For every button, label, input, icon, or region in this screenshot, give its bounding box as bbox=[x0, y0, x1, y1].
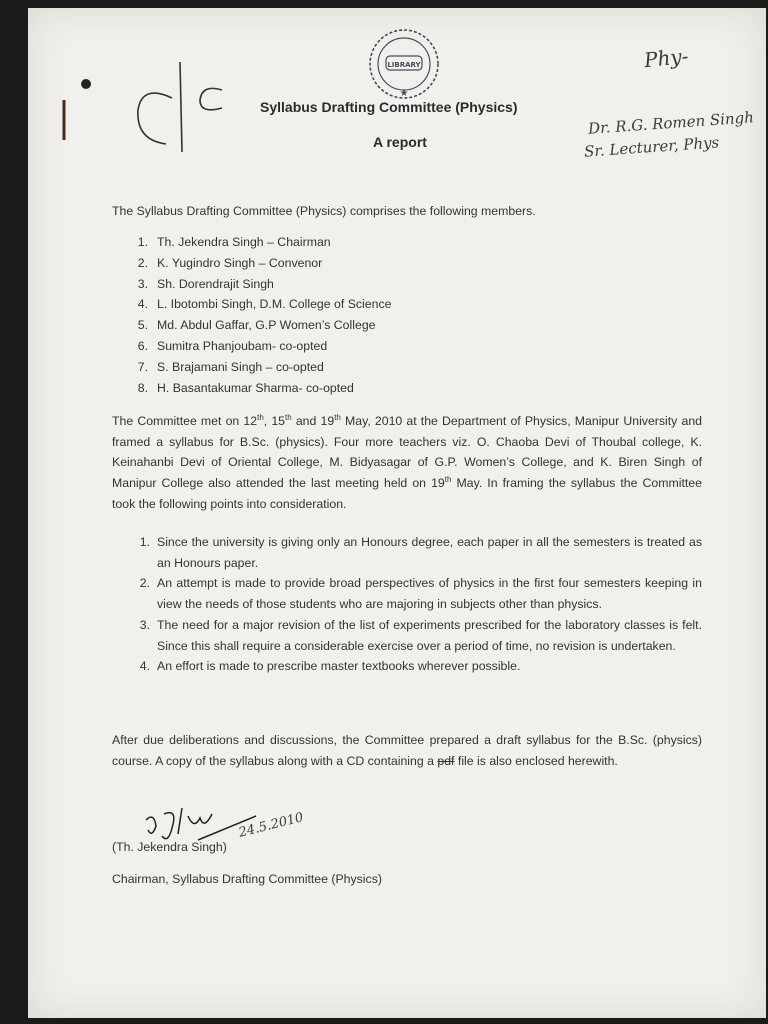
list-item: 8. H. Basantakumar Sharma- co-opted bbox=[137, 380, 354, 395]
document-page bbox=[28, 8, 766, 1018]
list-item: 2. K. Yugindro Singh – Convenor bbox=[137, 255, 323, 270]
closing-paragraph: After due deliberations and discussions, the Committee prepared a draft syllabus for the B.Sc. (physics) course. A copy of the syllabus along with a CD containing a pdf file is also enclosed herewith. bbox=[112, 733, 702, 768]
list-item: 6. Sumitra Phanjoubam- co-opted bbox=[137, 338, 328, 353]
document-subtitle: A report bbox=[373, 134, 427, 150]
meeting-paragraph: The Committee met on 12th, 15th and 19th May, 2010 at the Department of Physics, Manipur University and framed a syllabus for B.Sc. (physics). Four more teachers viz. O. Chaoba Devi of Thoubal college, K. Keinahanbi Devi of Oriental College, M. Bidyasagar of G.P. Women’s College, and K. Biren Singh of Manipur College also attended the last meeting held on 19th May. In framing the syllabus the Committee took the following points into consideration. bbox=[112, 412, 702, 511]
library-stamp bbox=[358, 26, 450, 104]
member-list bbox=[112, 232, 391, 398]
handwritten-note-line1: Dr. R.G. Romen Singh bbox=[587, 108, 755, 138]
list-item: 4. L. Ibotombi Singh, D.M. College of Science bbox=[137, 297, 392, 312]
list-item: 1. Since the university is giving only an Honours degree, each paper in all the semesters is treated as an Honours paper. bbox=[139, 535, 702, 570]
list-item: 5. Md. Abdul Gaffar, G.P Women’s College bbox=[137, 318, 376, 333]
list-item: 1. Th. Jekendra Singh – Chairman bbox=[137, 235, 331, 249]
intro-sentence: The Syllabus Drafting Committee (Physics) comprises the following members. bbox=[112, 204, 536, 218]
list-item: 3. The need for a major revision of the list of experiments prescribed for the laboratory classes is felt. Since this shall require a considerable exercise over a period of time, no revision is undertaken. bbox=[139, 617, 702, 653]
list-item: 2. An attempt is made to provide broad perspectives of physics in the first four semesters keeping in view the needs of those students who are majoring in subjects other than physics. bbox=[139, 576, 702, 612]
handwritten-note-line2: Sr. Lecturer, Phys bbox=[583, 133, 720, 161]
handwritten-subject: Phy- bbox=[642, 43, 690, 73]
handwritten-date: 24.5.2010 bbox=[237, 810, 306, 841]
svg-text:LIBRARY: LIBRARY bbox=[387, 61, 421, 69]
signatory-name: (Th. Jekendra Singh) bbox=[112, 840, 227, 854]
list-item: 7. S. Brajamani Singh – co-opted bbox=[137, 359, 324, 374]
signatory-role: Chairman, Syllabus Drafting Committee (Physics) bbox=[112, 872, 382, 886]
handwritten-corner-mark bbox=[54, 48, 234, 158]
document-title: Syllabus Drafting Committee (Physics) bbox=[260, 99, 518, 115]
list-item: 4. An effort is made to prescribe master textbooks wherever possible. bbox=[139, 659, 521, 674]
list-item: 3. Sh. Dorendrajit Singh bbox=[137, 276, 274, 291]
svg-text:★: ★ bbox=[399, 88, 409, 99]
consideration-points bbox=[112, 532, 702, 677]
